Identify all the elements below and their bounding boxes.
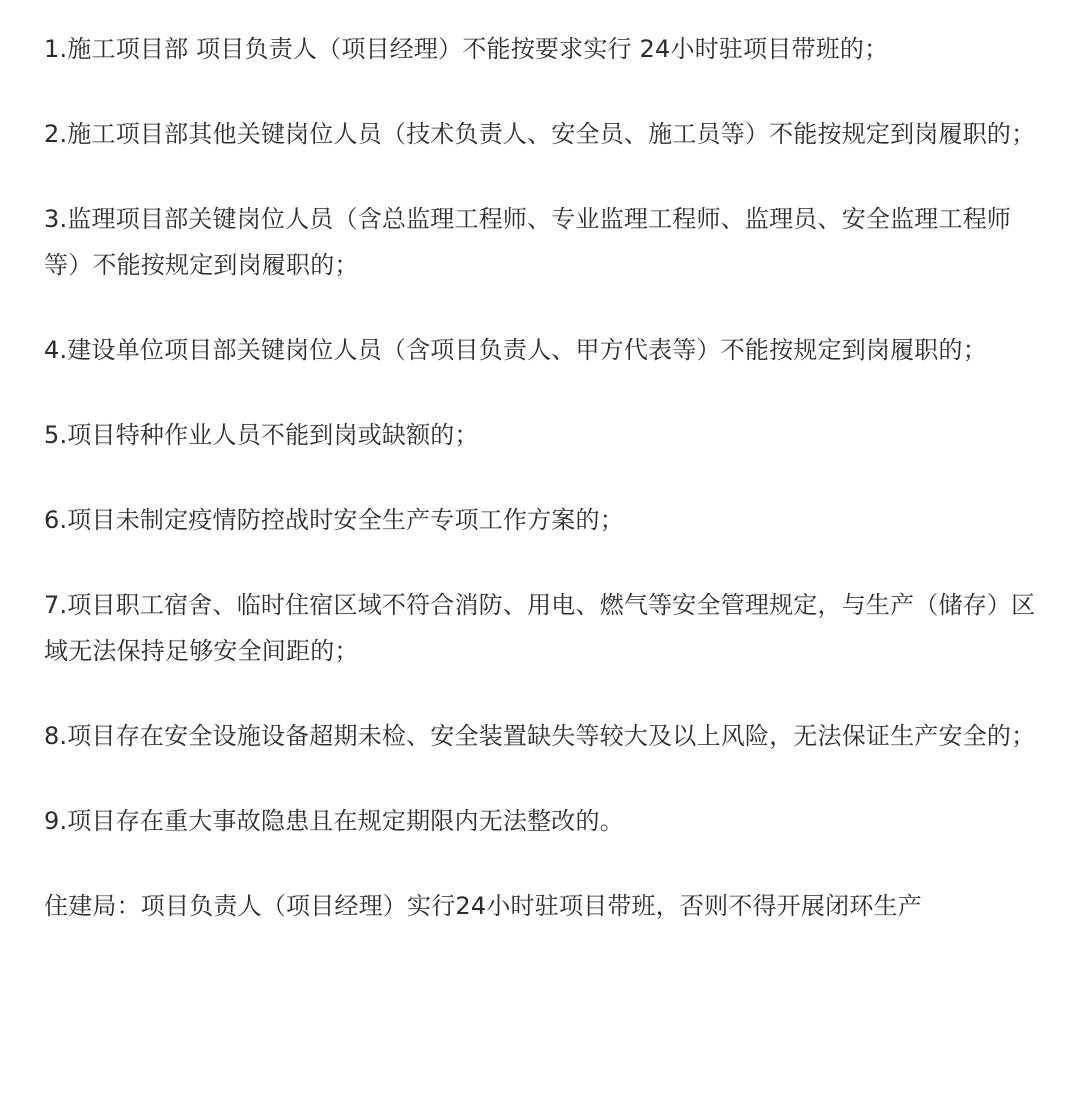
paragraph-item-2: 2.施工项目部其他关键岗位人员（技术负责人、安全员、施工员等）不能按规定到岗履职的； [44, 120, 1036, 148]
document-body [44, 26, 1044, 929]
paragraph-item-7: 7.项目职工宿舍、临时住宿区域不符合消防、用电、燃气等安全管理规定，与生产（储存）区域无法保持足够安全间距的； [44, 591, 1036, 665]
paragraph-item-5: 5.项目特种作业人员不能到岗或缺额的； [44, 421, 479, 449]
paragraph-item-6: 6.项目未制定疫情防控战时安全生产专项工作方案的； [44, 506, 624, 534]
paragraph-item-3: 3.监理项目部关键岗位人员（含总监理工程师、专业监理工程师、监理员、安全监理工程师等）不能按规定到岗履职的； [44, 205, 1012, 279]
paragraph-item-9: 9.项目存在重大事故隐患且在规定期限内无法整改的。 [44, 807, 624, 835]
closing-note: 住建局：项目负责人（项目经理）实行24小时驻项目带班，否则不得开展闭环生产 [44, 892, 922, 920]
paragraph-item-1: 1.施工项目部 项目负责人（项目经理）不能按要求实行 24小时驻项目带班的； [44, 35, 889, 63]
paragraph-item-8: 8.项目存在安全设施设备超期未检、安全装置缺失等较大及以上风险，无法保证生产安全的； [44, 722, 1036, 750]
paragraph-item-4: 4.建设单位项目部关键岗位人员（含项目负责人、甲方代表等）不能按规定到岗履职的； [44, 336, 987, 364]
